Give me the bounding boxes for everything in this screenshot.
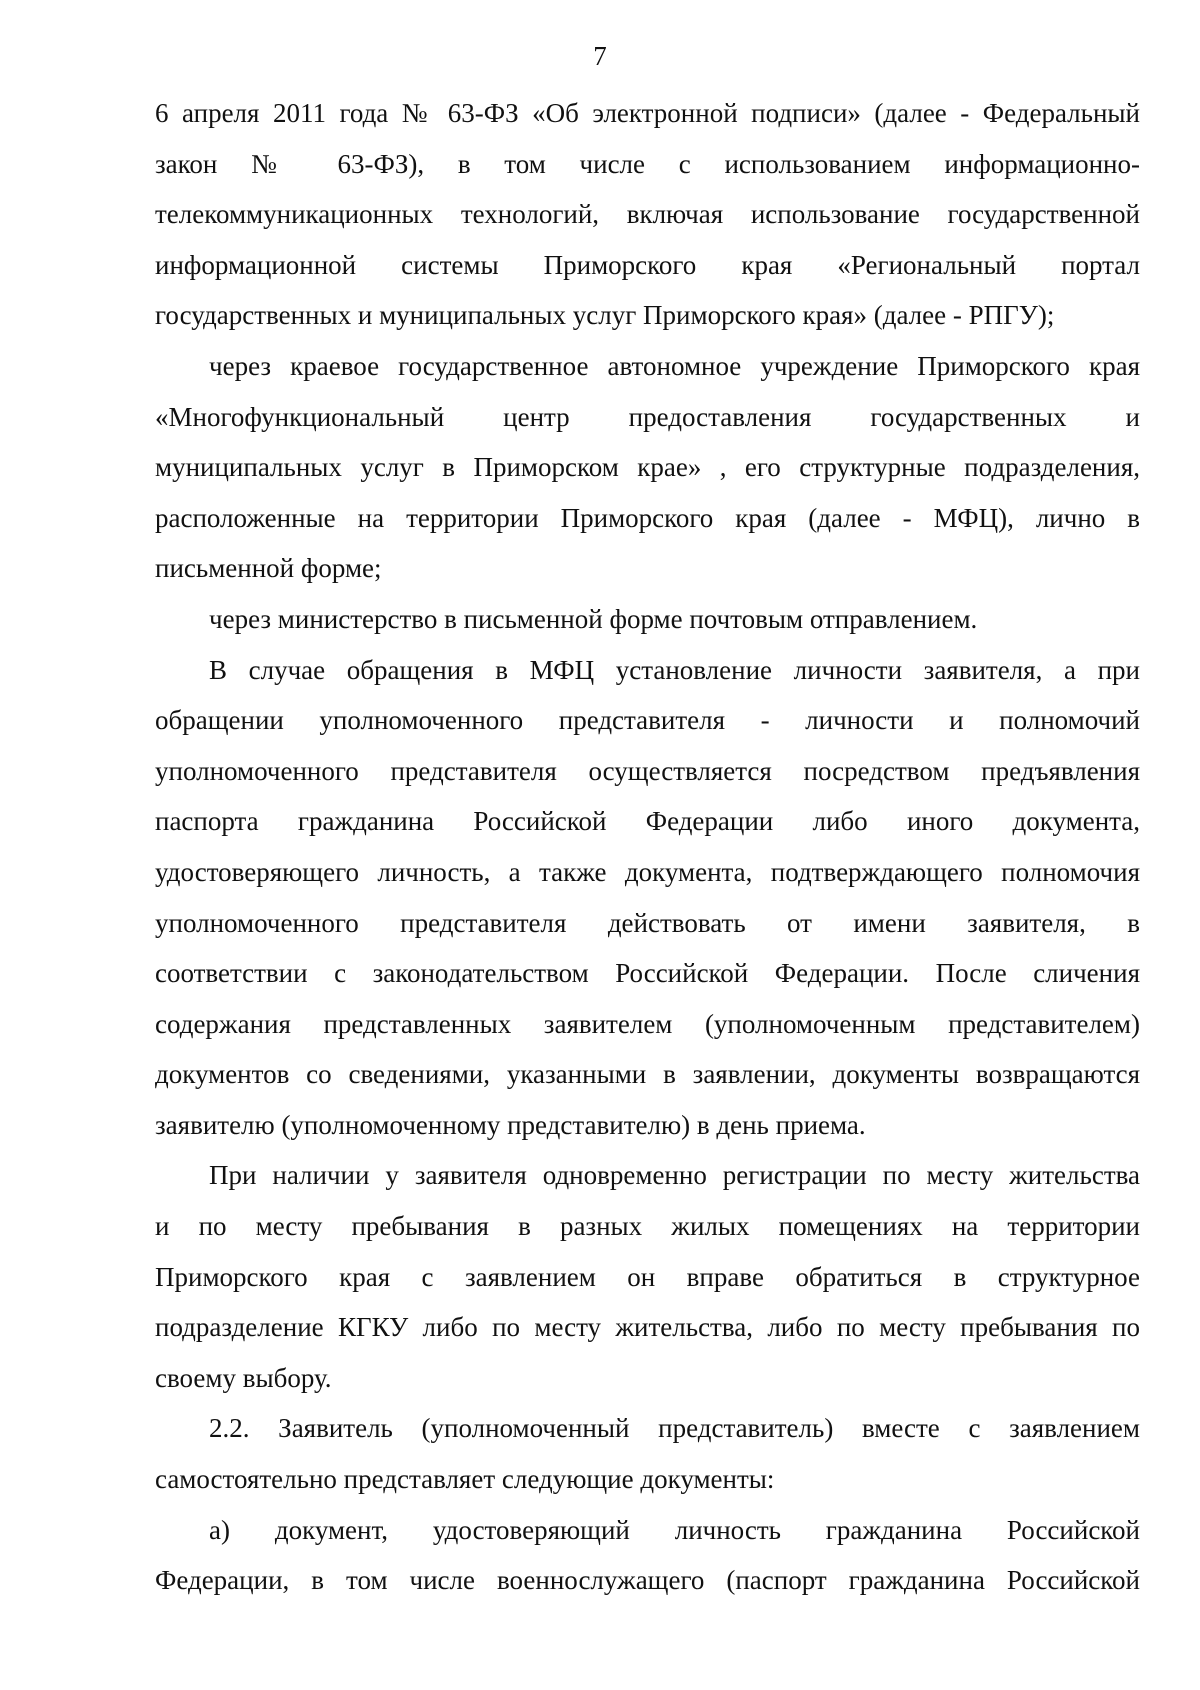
text-line: содержания представленных заявителем (уполномоченным представителем) bbox=[155, 1008, 1140, 1039]
document-body bbox=[155, 88, 1140, 1606]
text-line: уполномоченного представителя действовать от имени заявителя, в bbox=[155, 907, 1140, 938]
text-line: «Многофункциональный центр предоставления государственных и bbox=[155, 401, 1140, 432]
text-line: Федерации, в том числе военнослужащего (паспорт гражданина Российской bbox=[155, 1565, 1140, 1596]
text-line: паспорта гражданина Российской Федерации либо иного документа, bbox=[155, 806, 1140, 837]
text-line: заявителю (уполномоченному представителю) в день приема. bbox=[155, 1109, 866, 1140]
text-line: уполномоченного представителя осуществляется посредством предъявления bbox=[155, 755, 1140, 786]
text-line: При наличии у заявителя одновременно регистрации по месту жительства bbox=[209, 1160, 1140, 1191]
text-line: соответствии с законодательством Российской Федерации. После сличения bbox=[155, 958, 1140, 989]
text-line: подразделение КГКУ либо по месту жительства, либо по месту пребывания по bbox=[155, 1312, 1140, 1343]
page-number: 7 bbox=[593, 41, 607, 71]
text-line: расположенные на территории Приморского края (далее - МФЦ), лично в bbox=[155, 502, 1140, 533]
text-line: и по месту пребывания в разных жилых помещениях на территории bbox=[155, 1211, 1140, 1242]
text-line: а) документ, удостоверяющий личность гражданина Российской bbox=[209, 1514, 1140, 1545]
text-line: государственных и муниципальных услуг Приморского края» (далее - РПГУ); bbox=[155, 300, 1055, 331]
text-line: через министерство в письменной форме почтовым отправлением. bbox=[209, 603, 978, 634]
text-line: информационной системы Приморского края «Региональный портал bbox=[155, 249, 1140, 280]
text-line: телекоммуникационных технологий, включая использование государственной bbox=[155, 199, 1140, 230]
text-line: В случае обращения в МФЦ установление личности заявителя, а при bbox=[209, 654, 1140, 685]
text-line: своему выбору. bbox=[155, 1362, 332, 1393]
text-line: письменной форме; bbox=[155, 553, 382, 584]
text-line: 6 апреля 2011 года № 63-ФЗ «Об электронной подписи» (далее - Федеральный bbox=[155, 98, 1140, 128]
text-line: удостоверяющего личность, а также документа, подтверждающего полномочия bbox=[155, 856, 1140, 887]
text-line: самостоятельно представляет следующие документы: bbox=[155, 1464, 775, 1495]
text-line: муниципальных услуг в Приморском крае» , его структурные подразделения, bbox=[155, 452, 1140, 483]
text-line: закон № 63-ФЗ), в том числе с использованием информационно- bbox=[155, 148, 1140, 179]
text-line: документов со сведениями, указанными в заявлении, документы возвращаются bbox=[155, 1059, 1140, 1090]
text-line: 2.2. Заявитель (уполномоченный представитель) вместе с заявлением bbox=[209, 1413, 1140, 1444]
text-line: через краевое государственное автономное учреждение Приморского края bbox=[209, 350, 1140, 381]
text-line: Приморского края с заявлением он вправе обратиться в структурное bbox=[155, 1261, 1140, 1292]
text-line: обращении уполномоченного представителя - личности и полномочий bbox=[155, 705, 1140, 736]
